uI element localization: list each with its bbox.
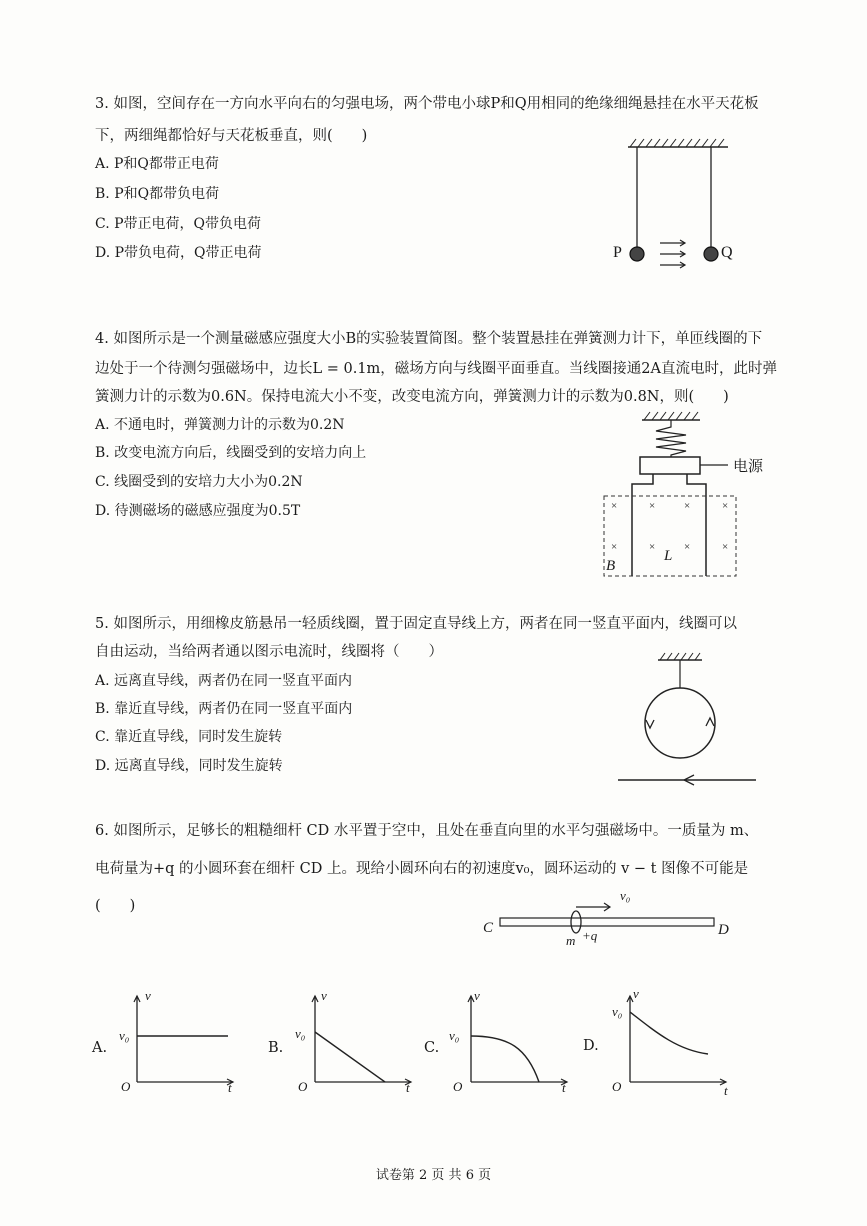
- q5-option-d: D. 远离直导线，同时发生旋转: [95, 758, 283, 774]
- q5-stem-line2: 自由运动，当给两者通以图示电流时，线圈将（ ）: [95, 644, 443, 660]
- q4-figure: [600, 400, 750, 580]
- v-t-curve: [315, 1032, 385, 1082]
- graph-d-letter: D.: [583, 1038, 599, 1054]
- graph-b-letter: B.: [268, 1040, 284, 1056]
- graph-d-x-axis: t: [724, 1083, 728, 1098]
- q3-option-c: C. P带正电荷，Q带负电荷: [95, 216, 262, 232]
- graph-d-v0: v₀: [612, 1004, 623, 1019]
- graph-c-y-axis: v: [474, 988, 480, 1003]
- field-mark: ×: [684, 500, 691, 512]
- rod-cd: [500, 918, 714, 926]
- ball-p: [630, 247, 644, 261]
- field-mark: ×: [649, 500, 656, 512]
- q5-option-c: C. 靠近直导线，同时发生旋转: [95, 729, 283, 745]
- spring-icon: [656, 420, 686, 457]
- q6-label-v0: v₀: [620, 888, 631, 903]
- q6-label-c: C: [483, 920, 494, 936]
- graph-a-letter: A.: [92, 1040, 108, 1056]
- q3-option-d: D. P带负电荷，Q带正电荷: [95, 245, 262, 261]
- ball-q: [704, 247, 718, 261]
- graph-a: [115, 990, 235, 1100]
- q4-label-b: B: [606, 558, 616, 574]
- field-mark: ×: [611, 541, 618, 553]
- graph-a-v0: v₀: [119, 1028, 130, 1043]
- graph-b: [293, 990, 413, 1100]
- q3-label-p: P: [613, 244, 622, 261]
- q6-rod-figure: [490, 886, 730, 946]
- power-box: [640, 457, 700, 474]
- q5-stem-line1: 5. 如图所示，用细橡皮筋悬吊一轻质线圈，置于固定直导线上方，两者在同一竖直平面内，线圈可以: [95, 616, 737, 632]
- v-t-curve: [630, 1012, 708, 1054]
- field-mark: ×: [649, 541, 656, 553]
- q4-stem-line3: 簧测力计的示数为0.6N。保持电流大小不变，改变电流方向，弹簧测力计的示数为0.8N，则( ): [95, 389, 729, 405]
- q3-option-a: A. P和Q都带正电荷: [95, 156, 219, 172]
- q6-stem-line2: 电荷量为+q 的小圆环套在细杆 CD 上。现给小圆环向右的初速度v₀，圆环运动的 v − t 图像不可能是: [95, 861, 749, 877]
- q4-option-d: D. 待测磁场的磁感应强度为0.5T: [95, 503, 301, 519]
- q6-stem-line3: ( ): [95, 898, 136, 914]
- current-arrow-right: [706, 718, 714, 726]
- ring-icon: [571, 911, 581, 933]
- q3-label-q: Q: [721, 244, 733, 261]
- v-t-curve: [471, 1036, 539, 1082]
- coil-loop-right: [687, 474, 706, 576]
- graph-d: [608, 990, 728, 1100]
- q3-option-b: B. P和Q都带负电荷: [95, 186, 220, 202]
- graph-c: [449, 990, 569, 1100]
- field-mark: ×: [611, 500, 618, 512]
- q3-stem-line2: 下，两细绳都恰好与天花板垂直，则( ): [95, 128, 368, 144]
- field-arrows: [660, 240, 685, 268]
- q6-stem-line1: 6. 如图所示，足够长的粗糙细杆 CD 水平置于空中，且处在垂直向里的水平匀强磁场中。一质量为 m、: [95, 823, 759, 839]
- page-footer: 试卷第 2 页 共 6 页: [375, 1168, 492, 1183]
- coil-loop: [632, 474, 656, 576]
- field-mark: ×: [722, 500, 729, 512]
- field-mark: ×: [722, 541, 729, 553]
- graph-a-x-axis: t: [228, 1080, 232, 1095]
- graph-b-v0: v₀: [295, 1026, 306, 1041]
- q5-option-b: B. 靠近直导线，两者仍在同一竖直平面内: [95, 701, 353, 717]
- q6-label-d: D: [718, 922, 729, 938]
- q4-stem-line1: 4. 如图所示是一个测量磁感应强度大小B的实验装置简图。整个装置悬挂在弹簧测力计下，单匝线圈的下: [95, 331, 763, 347]
- coil-ring: [645, 688, 715, 758]
- q4-option-c: C. 线圈受到的安培力大小为0.2N: [95, 474, 303, 490]
- q4-option-b: B. 改变电流方向后，线圈受到的安培力向上: [95, 445, 367, 461]
- graph-a-origin: O: [121, 1079, 131, 1094]
- graph-b-origin: O: [298, 1079, 308, 1094]
- support-hatch: [644, 412, 698, 420]
- graph-a-y-axis: v: [145, 988, 151, 1003]
- q5-option-a: A. 远离直导线，两者仍在同一竖直平面内: [95, 673, 353, 689]
- current-arrow-left: [646, 720, 654, 728]
- support-hatch: [660, 653, 700, 660]
- graph-d-origin: O: [612, 1079, 622, 1094]
- field-mark: ×: [684, 541, 691, 553]
- graph-b-y-axis: v: [321, 988, 327, 1003]
- graph-d-y-axis: v: [633, 986, 639, 1001]
- graph-b-x-axis: t: [406, 1080, 410, 1095]
- q6-label-charge: +q: [582, 928, 598, 943]
- q3-stem-line1: 3. 如图，空间存在一方向水平向右的匀强电场，两个带电小球P和Q用相同的绝缘细绳悬挂在水平天花板: [95, 96, 759, 112]
- q4-power-label: 电源: [733, 457, 764, 475]
- graph-c-letter: C.: [424, 1040, 440, 1056]
- q4-label-l: L: [664, 548, 673, 564]
- q4-option-a: A. 不通电时，弹簧测力计的示数为0.2N: [95, 417, 345, 433]
- q5-figure: [610, 648, 760, 788]
- ceiling-hatch: [630, 139, 724, 147]
- q4-stem-line2: 边处于一个待测匀强磁场中，边长L = 0.1m，磁场方向与线圈平面垂直。当线圈接通2A直流电时，此时弹: [95, 361, 777, 377]
- graph-c-origin: O: [453, 1079, 463, 1094]
- graph-c-x-axis: t: [562, 1080, 566, 1095]
- q6-label-m: m: [566, 933, 576, 948]
- graph-c-v0: v₀: [449, 1028, 460, 1043]
